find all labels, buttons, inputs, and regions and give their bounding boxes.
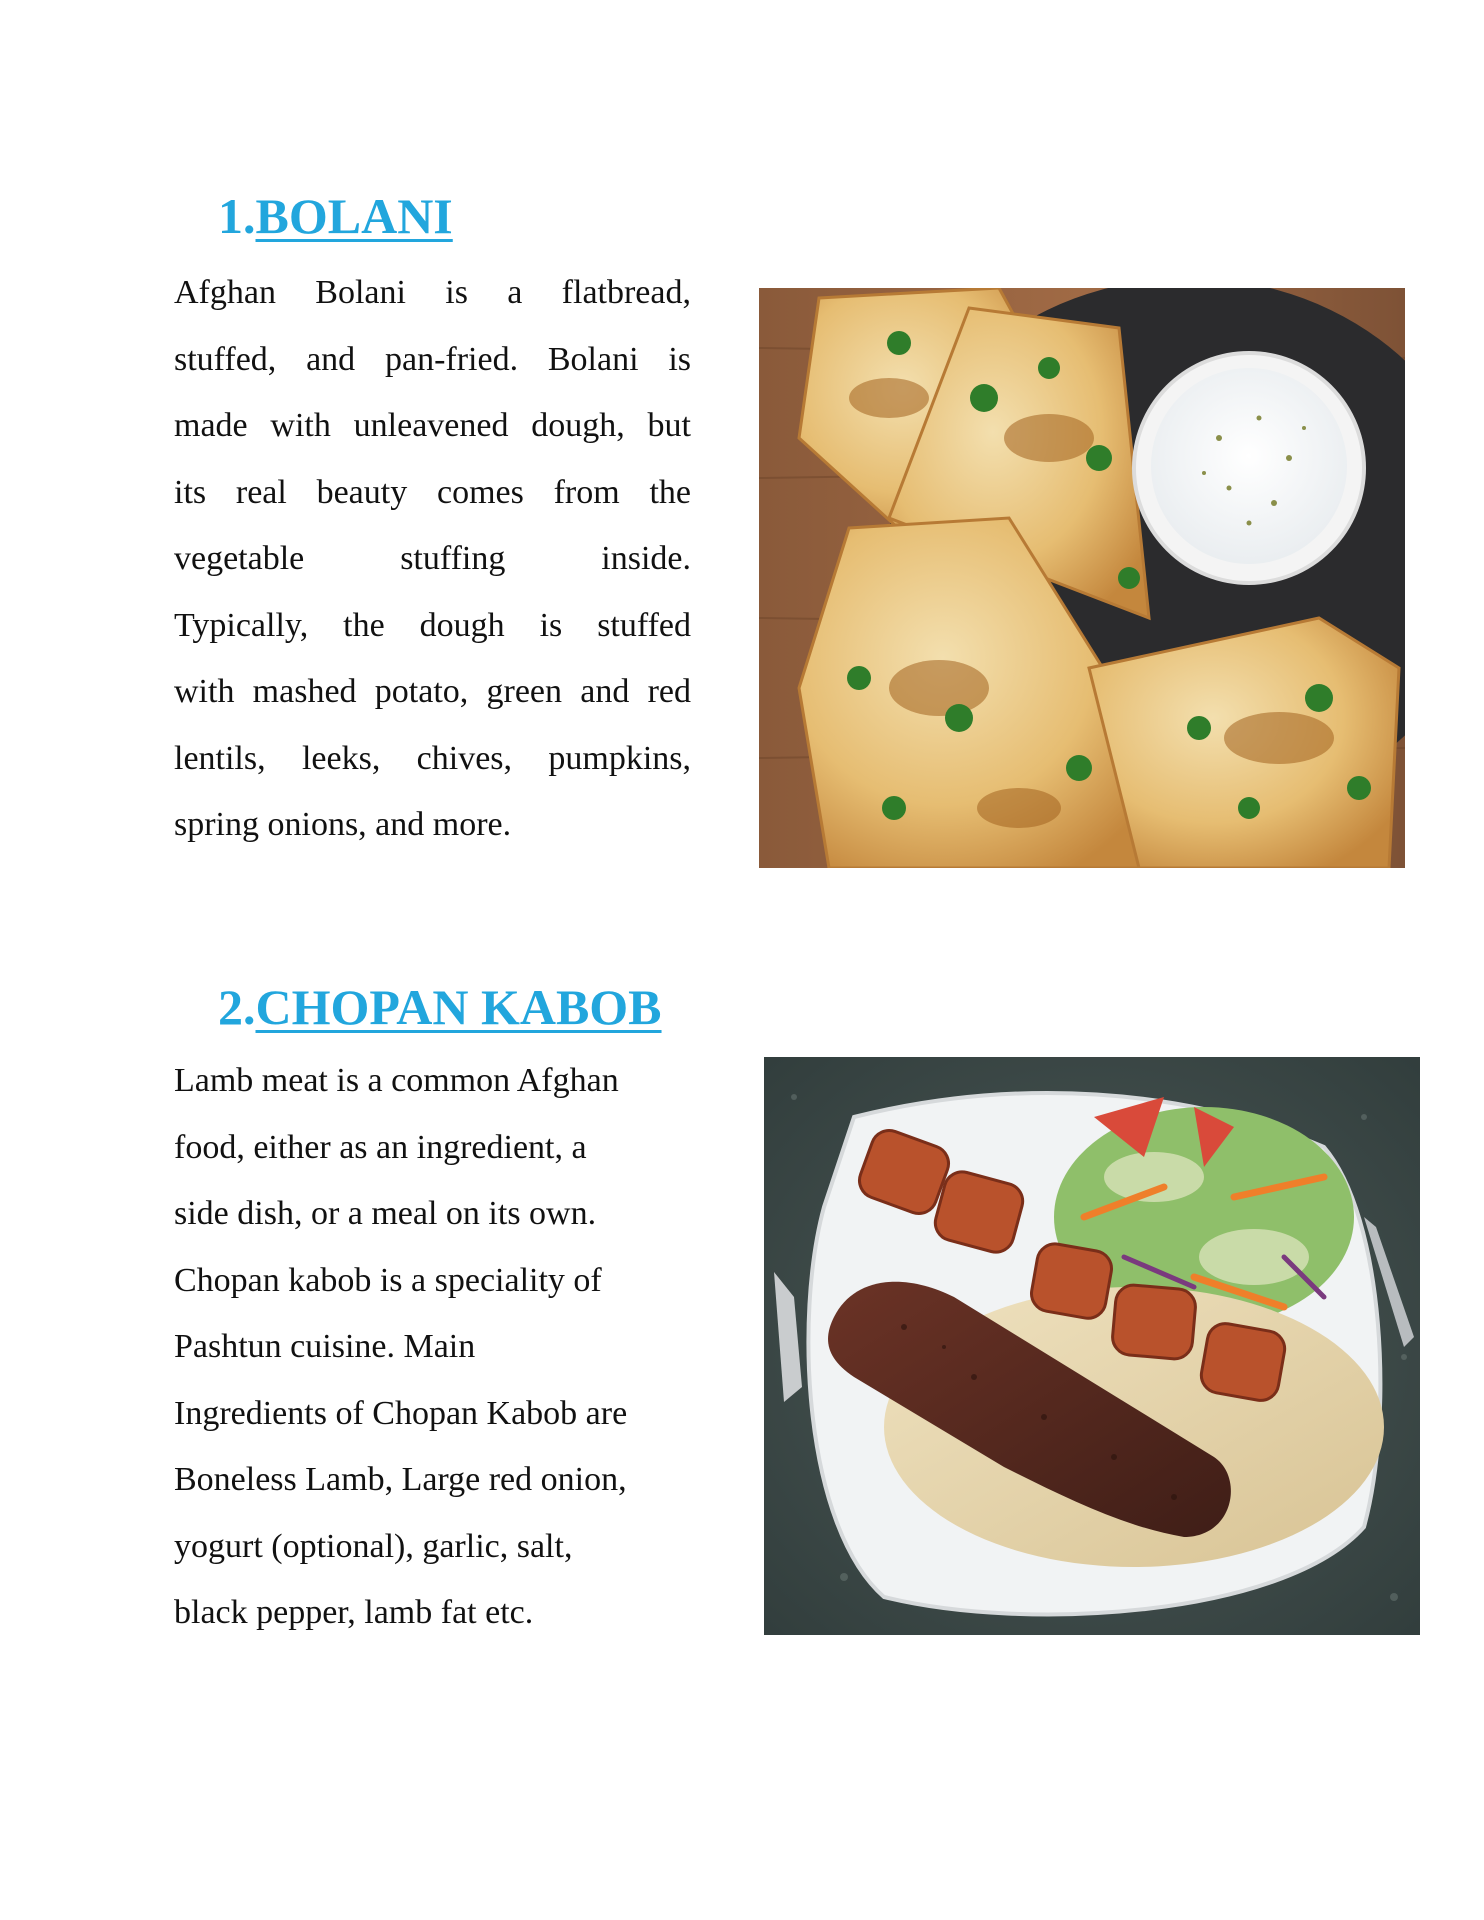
text-line: Ingredients of Chopan Kabob are [174, 1394, 628, 1432]
text-line: made with unleavened dough, but [174, 407, 691, 444]
text-line: side dish, or a meal on its own. [174, 1195, 597, 1232]
text-line: spring onions, and more. [174, 806, 512, 843]
heading-number: 1. [218, 188, 256, 244]
heading-title: BOLANI [255, 188, 453, 244]
heading-title: CHOPAN KABOB [255, 979, 662, 1035]
text-line: Pashtun cuisine. Main [174, 1328, 476, 1365]
text-line: lentils, leeks, chives, pumpkins, [174, 739, 691, 777]
heading-number: 2. [218, 979, 256, 1035]
text-line: Lamb meat is a common Afghan [174, 1062, 619, 1099]
bolani-photo [759, 288, 1405, 868]
text-line: Afghan Bolani is a flatbread, [174, 274, 691, 311]
text-line: vegetable stuffing inside. [174, 540, 691, 577]
text-line: stuffed, and pan-fried. Bolani is [174, 340, 691, 378]
text-line: Boneless Lamb, Large red onion, [174, 1461, 627, 1498]
bolani-illustration [759, 288, 1405, 868]
section-heading-bolani [218, 186, 453, 246]
text-line: Chopan kabob is a speciality of [174, 1261, 602, 1299]
text-line: its real beauty comes from the [174, 473, 691, 511]
text-line: yogurt (optional), garlic, salt, [174, 1527, 573, 1565]
chopan-kabob-description [174, 1048, 714, 1647]
text-line: food, either as an ingredient, a [174, 1128, 587, 1166]
chopan-kabob-photo [764, 1057, 1420, 1635]
text-line: with mashed potato, green and red [174, 673, 691, 710]
text-line: Typically, the dough is stuffed [174, 606, 691, 644]
text-line: black pepper, lamb fat etc. [174, 1594, 534, 1631]
section-heading-chopan-kabob [218, 977, 662, 1037]
kabob-plate-illustration [764, 1057, 1420, 1635]
bolani-description [174, 260, 691, 859]
